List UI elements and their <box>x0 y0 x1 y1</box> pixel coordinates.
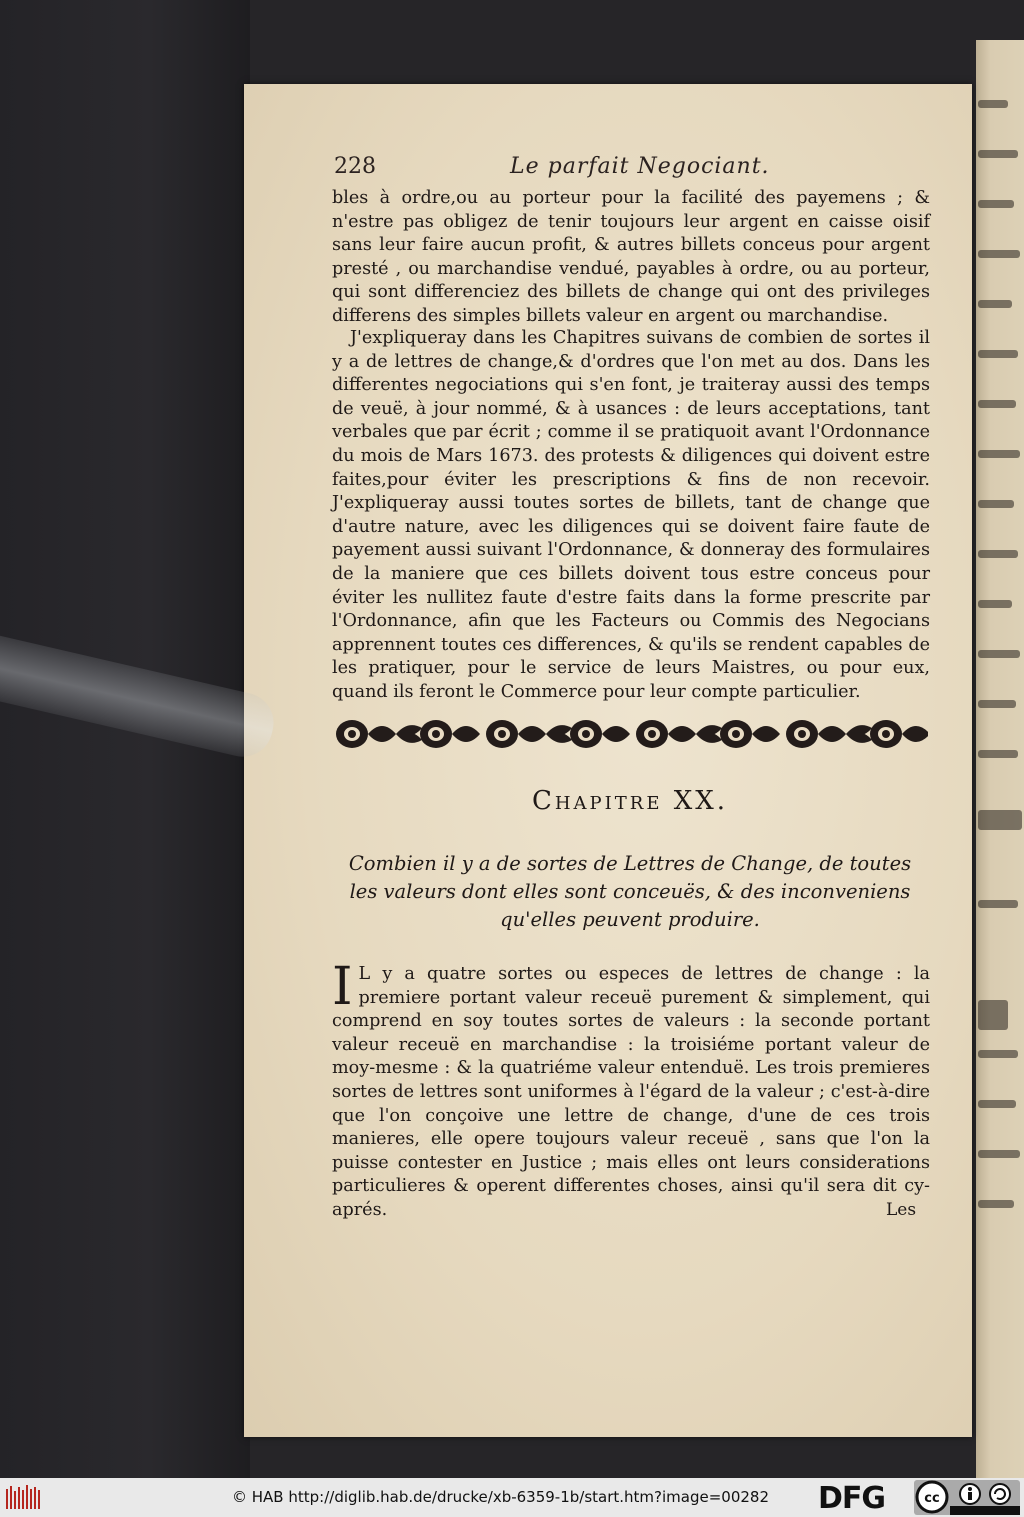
running-head <box>334 154 930 188</box>
drop-cap: I <box>332 957 353 1017</box>
svg-text:cc: cc <box>924 1491 940 1506</box>
dfg-logo: DFG <box>818 1481 886 1516</box>
paragraph-2: J'expliqueray dans les Chapitres suivans de combien de sortes il y a de lettres de change,& d'ordres que l'on met au dos. Dans les differentes negociations qui s'en font, je traiteray aussi des temps de veuë, à jour nommé, & à usances : de leurs acceptations, tant verbales que par écrit ; comme il se pratiquoit avant l'Ordonnance du mois de Mars 1673. des protests & diligences qui doivent estre faites,pour éviter les prescriptions & fins de non recevoir. J'expliqueray aussi toutes sortes de billets, tant de change que d'autre nature, avec les diligences qui se doivent faire faute de payement aussi suivant l'Ordonnance, & donneray des formulaires de la maniere que ces billets doivent tous estre conceus pour éviter les nullitez faute d'estre faits dans la forme prescrite par l'Ordonnance, afin que les Facteurs ou Commis des Negocians apprennent toutes ces differences, & qu'ils se rendent capables de les pratiquer, pour le service de leurs Maistres, ou pour eux, quand ils feront le Commerce pour leur compte particulier. <box>332 328 930 702</box>
barcode-icon <box>6 1484 40 1511</box>
chapter-subtitle: Combien il y a de sortes de Lettres de Change, de toutes les valeurs dont elles sont conceuës, & des inconveniens qu'elles peuvent produire. <box>348 852 912 931</box>
cc-by-sa-license-icon[interactable] <box>914 1480 1020 1515</box>
floral-ornament-band <box>332 710 928 758</box>
paragraph-3-text: L y a quatre sortes ou especes de lettres de change : la premiere portant valeur receuë purement & simplement, qui comprend en soy toutes sortes de valeurs : la seconde portant valeur receuë en marchandise : la troisiéme portant valeur de moy-mesme : & la quatriéme valeur entenduë. Les trois premieres sortes de lettres sont uniformes à l'égard de la valeur ; c'est-à-dire que l'on conçoive une lettre de change, d'une de ces trois manieres, elle opere toujours valeur receuë , sans que l'on la puisse contester en Justice ; mais elles ont leurs considerations particulieres & operent differentes choses, ainsi qu'il sera dit cy-aprés. <box>332 964 930 1220</box>
footer-bar <box>0 1478 1024 1517</box>
paragraph-1: bles à ordre,ou au porteur pour la facilité des payemens ; & n'estre pas obligez de tenir toujours leur argent en caisse oisif sans leur faire aucun profit, & autres billets conceus pour argent presté , ou marchandise vendué, payables à ordre, ou au porteur, qui sont differenciez des billets de change qui ont des privileges differens des simples billets valeur en argent ou marchandise. <box>332 188 930 326</box>
credit-link[interactable]: © HAB http://diglib.hab.de/drucke/xb-6359-1b/start.htm?image=00282 <box>232 1488 770 1506</box>
running-title: Le parfait Negociant. <box>510 154 770 179</box>
page-number: 228 <box>334 154 376 179</box>
paragraph-3 <box>332 957 930 1223</box>
chapter-title: Chapitre XX. <box>531 786 729 816</box>
facing-page-edge <box>976 40 1024 1478</box>
catchword: Les <box>886 1200 917 1220</box>
